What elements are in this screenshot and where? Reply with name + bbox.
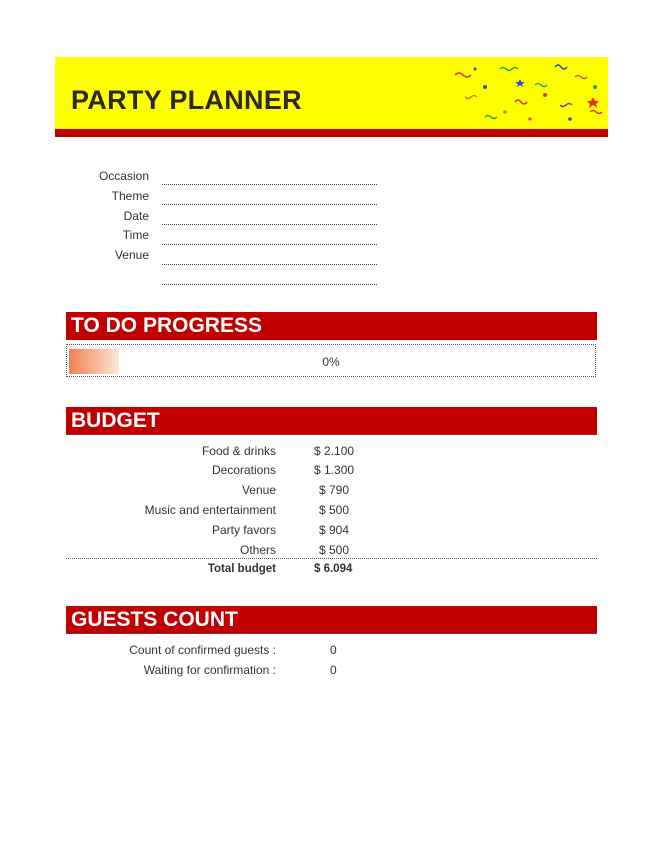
guests-section-header <box>66 606 597 634</box>
budget-value-others: $ 500 <box>319 543 350 557</box>
budget-value-music: $ 500 <box>319 503 350 517</box>
progress-bar <box>66 344 596 377</box>
venue-field-extra[interactable] <box>162 284 377 285</box>
budget-label-others: Others <box>239 543 276 557</box>
waiting-guests-label: Waiting for confirmation : <box>143 663 276 677</box>
date-label: Date <box>123 209 149 223</box>
budget-value-food: $ 2.100 <box>314 444 355 458</box>
venue-field[interactable] <box>162 264 377 265</box>
budget-label-food: Food & drinks <box>201 444 276 458</box>
confetti-decoration <box>445 57 608 129</box>
todo-section-header <box>66 312 597 340</box>
header-accent-bar <box>55 129 608 137</box>
budget-label-music: Music and entertainment <box>144 503 276 517</box>
progress-percent: 0% <box>322 355 340 369</box>
venue-label: Venue <box>114 248 149 262</box>
time-label: Time <box>122 228 149 242</box>
budget-label-decorations: Decorations <box>211 463 276 477</box>
todo-section-title: TO DO PROGRESS <box>71 314 262 337</box>
header-banner <box>55 57 608 129</box>
time-field[interactable] <box>162 244 377 245</box>
theme-label: Theme <box>111 189 149 203</box>
budget-label-favors: Party favors <box>211 523 276 537</box>
guests-section-title: GUESTS COUNT <box>71 608 238 631</box>
confirmed-guests-label: Count of confirmed guests : <box>129 643 276 657</box>
budget-total-divider <box>66 558 597 559</box>
guests-header-underline <box>66 633 597 634</box>
budget-value-decorations: $ 1.300 <box>314 463 355 477</box>
budget-label-venue: Venue <box>241 483 276 497</box>
occasion-field[interactable] <box>162 184 377 185</box>
date-field[interactable] <box>162 224 377 225</box>
waiting-guests-value: 0 <box>330 663 337 677</box>
budget-value-venue: $ 790 <box>319 483 350 497</box>
page-title: PARTY PLANNER <box>71 85 302 115</box>
budget-value-favors: $ 904 <box>319 523 350 537</box>
budget-header-underline <box>66 434 597 435</box>
confirmed-guests-value: 0 <box>330 643 337 657</box>
budget-section-header <box>66 407 597 435</box>
occasion-label: Occasion <box>98 169 149 183</box>
budget-total-label: Total budget <box>207 563 276 575</box>
budget-section-title: BUDGET <box>71 409 160 432</box>
budget-total-value: $ 6.094 <box>314 563 353 575</box>
theme-field[interactable] <box>162 204 377 205</box>
